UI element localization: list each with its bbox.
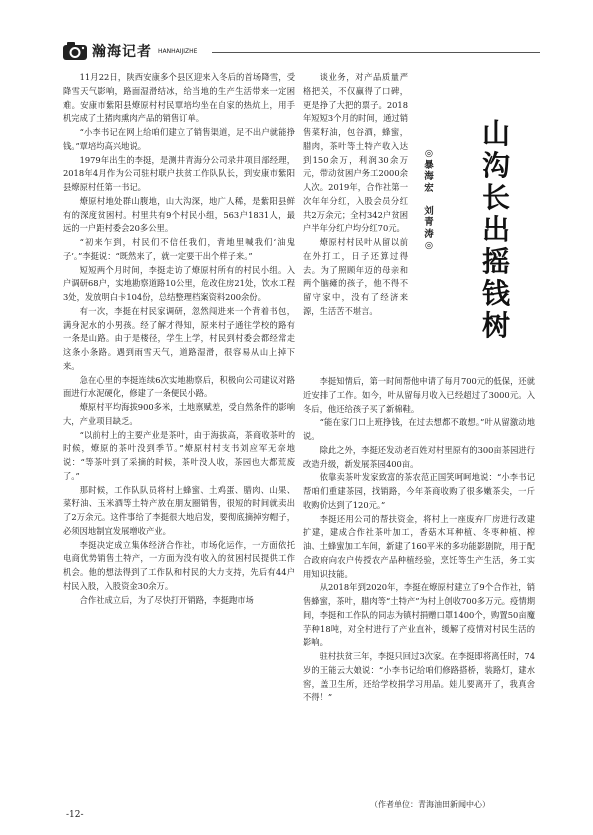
title-char: 钱	[481, 277, 510, 310]
paragraph: 燎原村平均海拔900多米，土地禀赋差，受自然条件的影响大，产业项目缺乏。	[63, 402, 295, 426]
left-column	[63, 71, 295, 607]
paragraph: 合作社成立后，为了尽快打开销路，李挺跑市场	[79, 594, 254, 605]
paragraph: 李挺还用公司的帮扶资金，将村上一座废弃厂房进行改建扩建，建成合作社茶叶加工，香菇木耳种植、冬枣种植、榨油、土蜂蜜加工车间，新建了160平米的多功能影剧院，用于配合政府向农户传授农产品种植经验，烹饪等生产生活，务工实用知识技能。	[303, 513, 535, 579]
title-char: 出	[481, 213, 510, 246]
author-char: 刘	[424, 205, 434, 217]
paragraph: 燎原村地处群山腹地，山大沟深，地广人稀，是紫阳县鲜有的深度贫困村。村里共有9个村民小组，563户1831人，最远的一户距村委会20多公里。	[63, 195, 295, 234]
right-column	[303, 375, 535, 705]
author-char: 暴	[424, 159, 434, 171]
author-char: 宏	[424, 182, 434, 194]
page-header	[62, 40, 542, 64]
title-char: 沟	[481, 149, 510, 182]
paragraph: 李挺决定成立集体经济合作社，市场化运作，一方面依托电商优势销售土特产，一方面为没有收入的贫困村民提供工作机会。他的想法得到了工作队和村民的大力支持，先后有44户村民入股，入股资金30余万。	[63, 539, 295, 591]
paragraph: 燎原村村民叶从留以前在外打工，日子还算过得去。为了照顾年迈的母亲和两个脑瘫的孩子，他不得不留守家中，没有了经济来源，生活苦不堪言。	[303, 237, 408, 316]
paragraph: 11月22日，陕西安康多个县区迎来入冬后的首场降雪，受降雪天气影响，路面湿滑结冰，给当地的生产生活带来一定困难。安康市紫阳县燎原村村民覃培均坐在自家的热炕上，用手机完成了土猪肉熏肉产品的销售订单。	[63, 72, 295, 124]
title-char: 摇	[481, 245, 510, 278]
author-char: 涛	[424, 228, 434, 240]
paragraph: 短短两个月时间，李挺走访了燎原村所有的村民小组。入户调研68户，实地勘察道路10公里，危改住房21处，饮水工程3处，发放明白卡104份，总结整理档案资料200余份。	[63, 264, 295, 302]
paragraph: “小李书记在网上给咱们建立了销售渠道，足不出户就能挣钱。”覃培均高兴地说。	[63, 127, 295, 151]
author-char: ◎	[424, 148, 434, 159]
author-char: ◎	[424, 240, 434, 251]
paragraph: 有一次，李挺在村民家调研，忽然闯进来一个背着书包，满身泥水的小男孩。经了解才得知，原来村子通往学校的路有一条是山路。由于是楼径，学生上学，村民到村委会都经常走这条小条路。遇到雨雪天气，道路湿滑，很容易从山上掉下来。	[63, 305, 295, 371]
author-char	[422, 194, 436, 206]
header-rule	[212, 52, 540, 53]
paragraph: “能在家门口上班挣钱，在过去想都不敢想。”叶从留激动地说。	[303, 417, 535, 441]
article-title	[476, 118, 516, 342]
author-char: 海	[424, 171, 434, 182]
paragraph: 依靠卖茶叶发家致富的茶农范正国笑呵呵地说：“小李书记帮咱们重建茶园，找销路，今年茶商收购了很多嫩茶尖，一斤收购价达到了120元。”	[303, 472, 535, 510]
paragraph: 从2018年到2020年，李挺在燎原村建立了9个合作社，销售蜂蜜，茶叶，腊肉等“土特产”为村上创收700多万元。疫情期间，李挺和工作队的同志为镇村捐赠口罩1400个，购置50亩魔芋种18吨，对全村进行了产业直补，缓解了疫情对村民生活的影响。	[303, 582, 535, 648]
article-authors	[422, 148, 436, 252]
paragraph: 驻村扶贫三年，李挺只回过3次家。在李挺即将离任时，74岁的王能云大娘说：“小李书记给咱们修路搭桥，装路灯，建水窖，盖卫生所，还给学校捐学习用品。娃儿要离开了，我真舍不得！”	[303, 651, 535, 703]
title-char: 长	[481, 181, 510, 214]
paragraph: 那时候，工作队队员将村上蜂蜜、土鸡蛋、腊肉、山果、菜籽油、玉米酒等土特产放在朋友圈销售，很短的时间就卖出了2万余元。这件事给了李挺很大地启发，要彻底摘掉穷帽子，必须因地制宜发展增收产业。	[63, 484, 295, 536]
page-number: -12-	[66, 810, 84, 820]
paragraph: 急在心里的李挺连续6次实地勘察后，积极向公司建议对路面进行水泥硬化，修建了一条便民小路。	[63, 374, 295, 399]
paragraph: 李挺知情后，第一时间帮他申请了每月700元的低保，还就近安排了工作。如今，叶从留每月收入已经超过了3000元。入冬后，他还给孩子买了新棉鞋。	[303, 376, 535, 414]
camera-icon	[62, 40, 88, 61]
paragraph: “以前村上的主要产业是茶叶，由于海拔高，茶商收茶叶的时候，燎原的茶叶没到季节。”燎原村村支书刘应军无奈地说：“等茶叶到了采摘的时候，茶叶没人收，茶园也大都荒废了。”	[63, 429, 295, 481]
column-subtitle: HANHAIJIZHE	[158, 48, 198, 55]
title-char: 树	[481, 309, 510, 342]
paragraph: “初来乍到，村民们不信任我们，背地里喊我们‘油鬼子’。”李挺说：“既然来了，就一定要干出个样子来。”	[63, 237, 295, 261]
paragraph: 除此之外，李挺还发动老百姓对村里原有的300亩茶园进行改造升级，新发展茶园400亩。	[303, 444, 535, 469]
paragraph: 谈业务，对产品质量严格把关，不仅赢得了口碑，更是挣了大把的票子。2018年短短3个月的时间，通过销售菜籽油，包谷酒，蜂蜜，腊肉，茶叶等土特产收入达到150余万，利润30余万元，带动贫困户务工2000余人次。2019年，合作社第一次年年分红，入股会员分红共2万余元；全村342户贫困户半年分红户均分红70元。	[303, 72, 408, 234]
author-char: 青	[424, 217, 434, 228]
title-char: 山	[481, 117, 510, 150]
right-top-column	[303, 71, 408, 319]
paragraph: 1979年出生的李挺，是测井青海分公司录井项目部经理，2018年4月作为公司驻村联户扶贫工作队队长，到安康市紫阳县燎原村任第一书记。	[63, 154, 295, 192]
author-unit-note: （作者单位：青海油田新闻中心）	[370, 800, 490, 809]
column-title: 瀚海记者	[92, 44, 152, 60]
